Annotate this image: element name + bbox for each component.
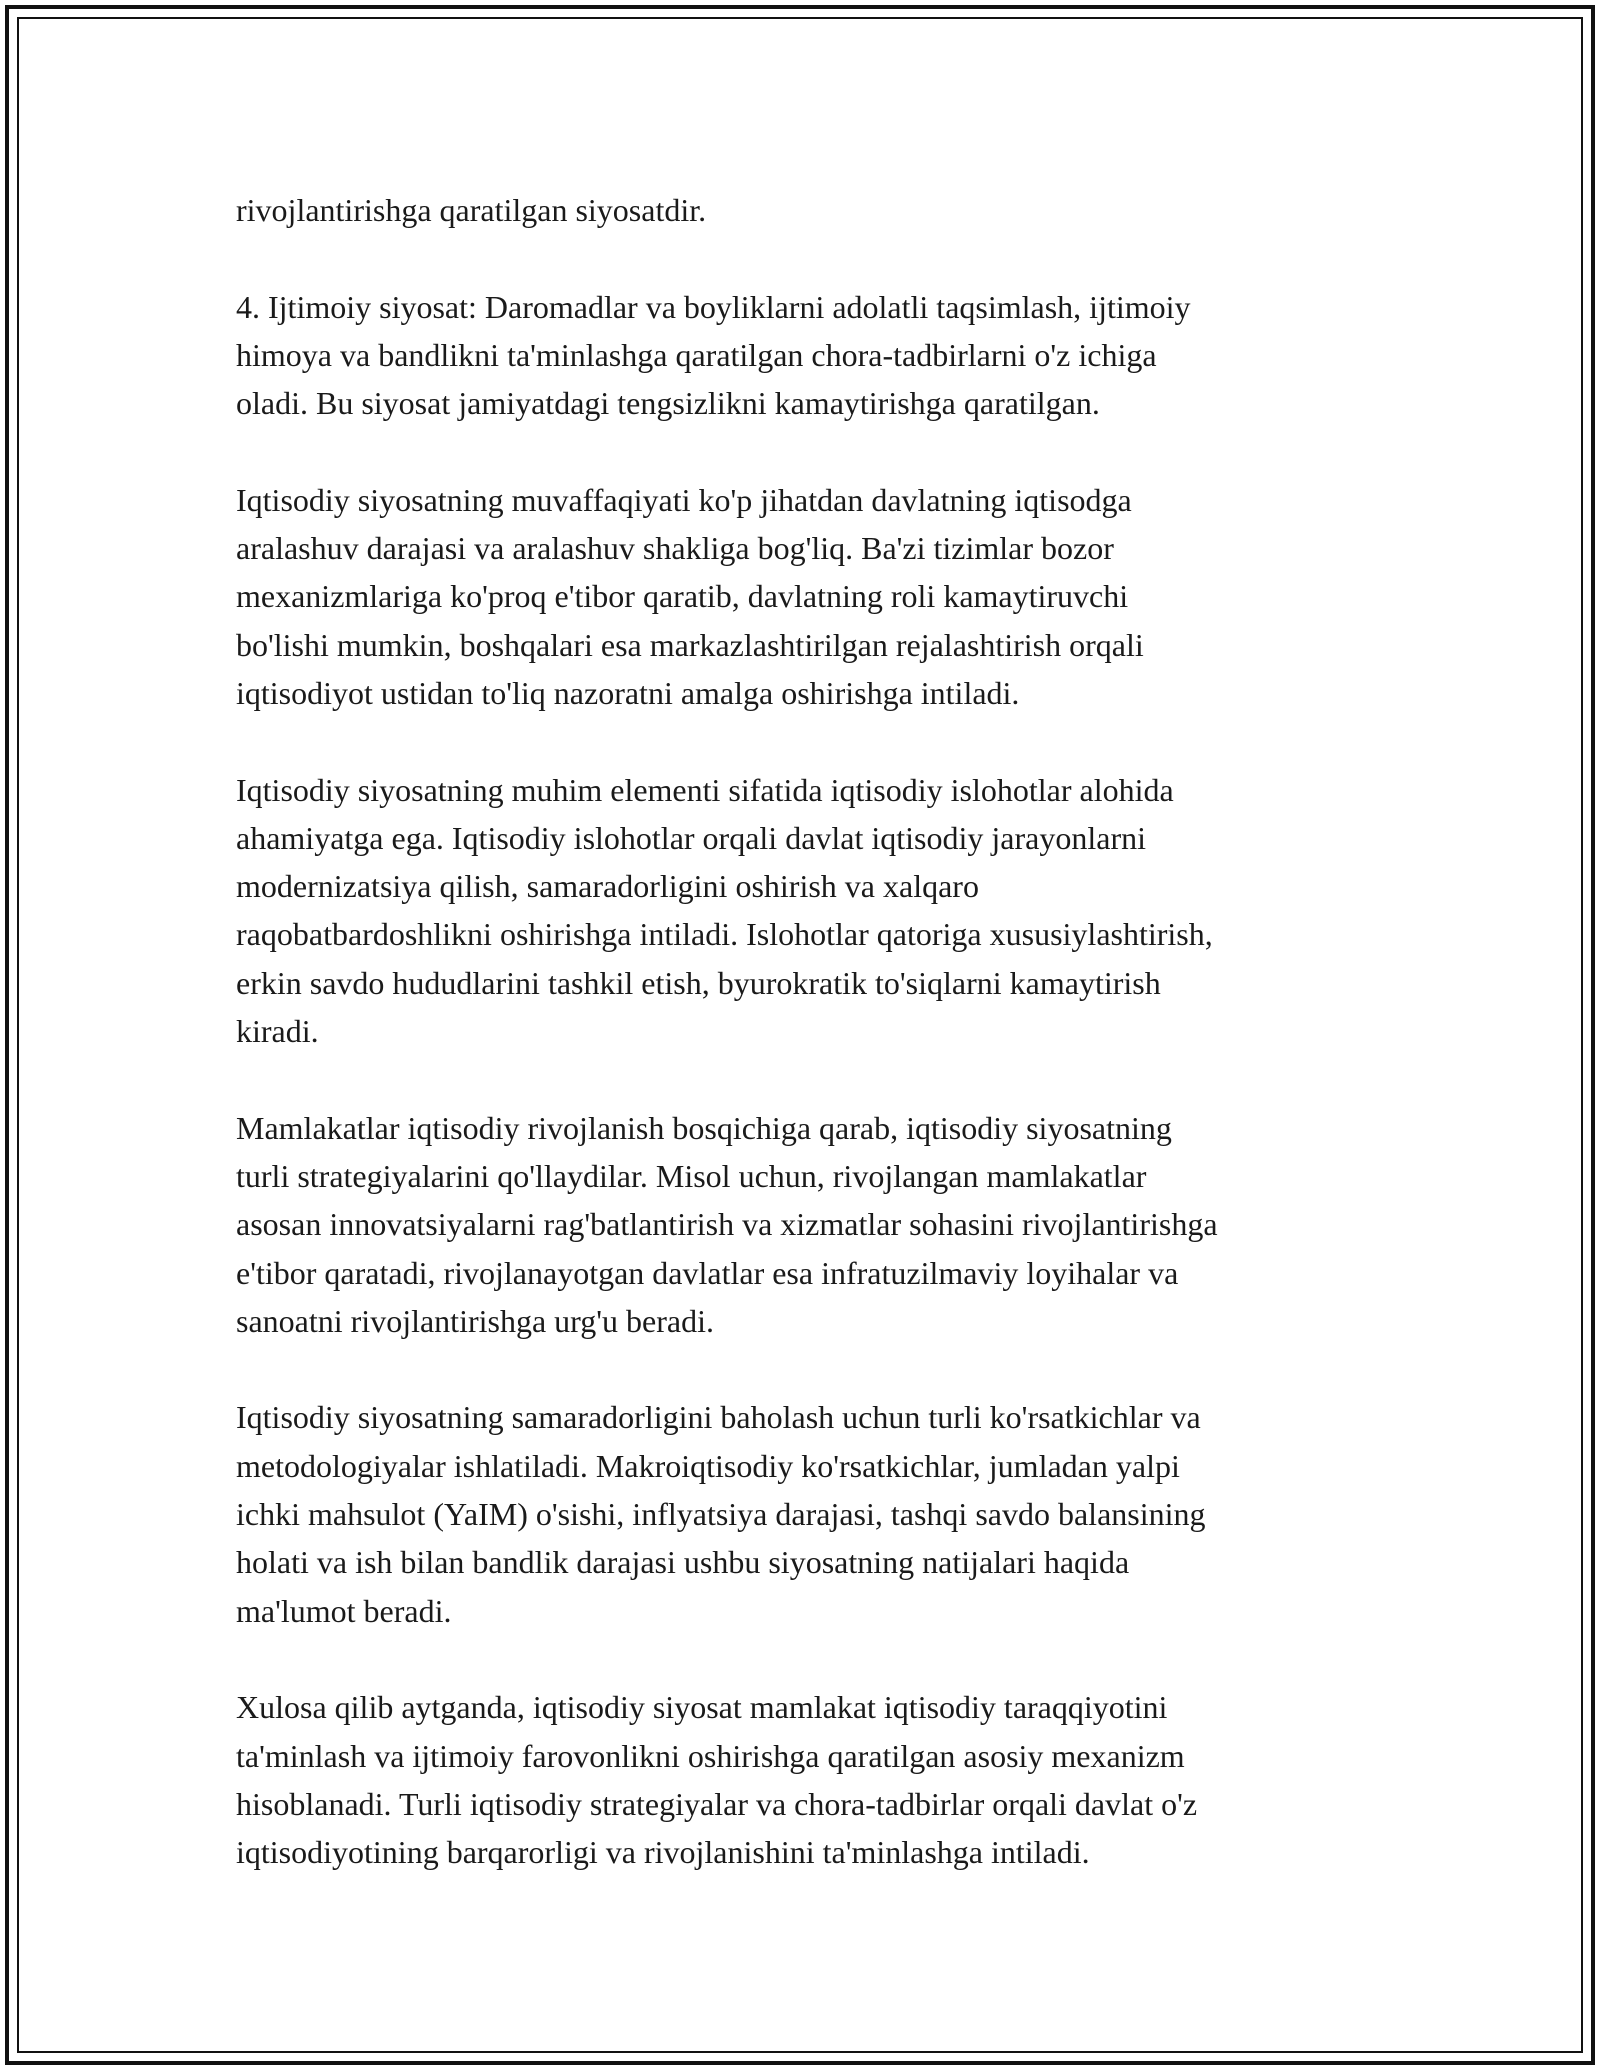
paragraph-policy-success: Iqtisodiy siyosatning muvaffaqiyati ko'p jihatdan davlatning iqtisodga aralashuv darajasi va aralashuv shakliga bog'liq. Ba'zi tizimlar bozor mexanizmlariga ko'proq e'tibor qaratib, davlatning roli kamaytiruvchi bo'lishi mumkin, boshqalari esa markazlashtirilgan rejalashtirish orqali iqtisodiyot ustidan to'liq nazoratni amalga oshirishga intiladi. [236, 481, 1144, 711]
paragraph-economic-reforms: Iqtisodiy siyosatning muhim elementi sifatida iqtisodiy islohotlar alohida ahamiyatga ega. Iqtisodiy islohotlar orqali davlat iqtisodiy jarayonlarni modernizatsiya qilish, samaradorligini oshirish va xalqaro raqobatbardoshlikni oshirishga intiladi. Islohotlar qatoriga xususiylashtirish, erkin savdo hududlarini tashkil etish, byurokratik to'siqlarni kamaytirish kiradi. [236, 771, 1213, 1050]
paragraph-social-policy: 4. Ijtimoiy siyosat: Daromadlar va boyliklarni adolatli taqsimlash, ijtimoiy himoya va bandlikni ta'minlashga qaratilgan chora-tadbirlarni o'z ichiga oladi. Bu siyosat jamiyatdagi tengsizlikni kamaytirishga qaratilgan. [236, 288, 1191, 422]
paragraph-conclusion: Xulosa qilib aytganda, iqtisodiy siyosat mamlakat iqtisodiy taraqqiyotini ta'minlash va ijtimoiy farovonlikni oshirishga qaratilgan asosiy mexanizm hisoblanadi. Turli iqtisodiy strategiyalar va chora-tadbirlar orqali davlat o'z iqtisodiyotining barqarorligi va rivojlanishini ta'minlashga intiladi. [236, 1689, 1198, 1871]
paragraph-continuation: rivojlantirishga qaratilgan siyosatdir. [236, 192, 707, 228]
paragraph-effectiveness-indicators: Iqtisodiy siyosatning samaradorligini baholash uchun turli ko'rsatkichlar va metodologiyalar ishlatiladi. Makroiqtisodiy ko'rsatkichlar, jumladan yalpi ichki mahsulot (YaIM) o'sishi, inflyatsiya darajasi, tashqi savdo balansining holati va ish bilan bandlik darajasi ushbu siyosatning natijalari haqida ma'lumot beradi. [236, 1399, 1206, 1629]
paragraph-country-strategies: Mamlakatlar iqtisodiy rivojlanish bosqichiga qarab, iqtisodiy siyosatning turli strategiyalarini qo'llaydilar. Misol uchun, rivojlangan mamlakatlar asosan innovatsiyalarni rag'batlantirish va xizmatlar sohasini rivojlantirishga e'tibor qaratadi, rivojlanayotgan davlatlar esa infratuzilmaviy loyihalar va sanoatni rivojlantirishga urg'u beradi. [236, 1109, 1218, 1339]
document-body [236, 186, 1396, 1925]
